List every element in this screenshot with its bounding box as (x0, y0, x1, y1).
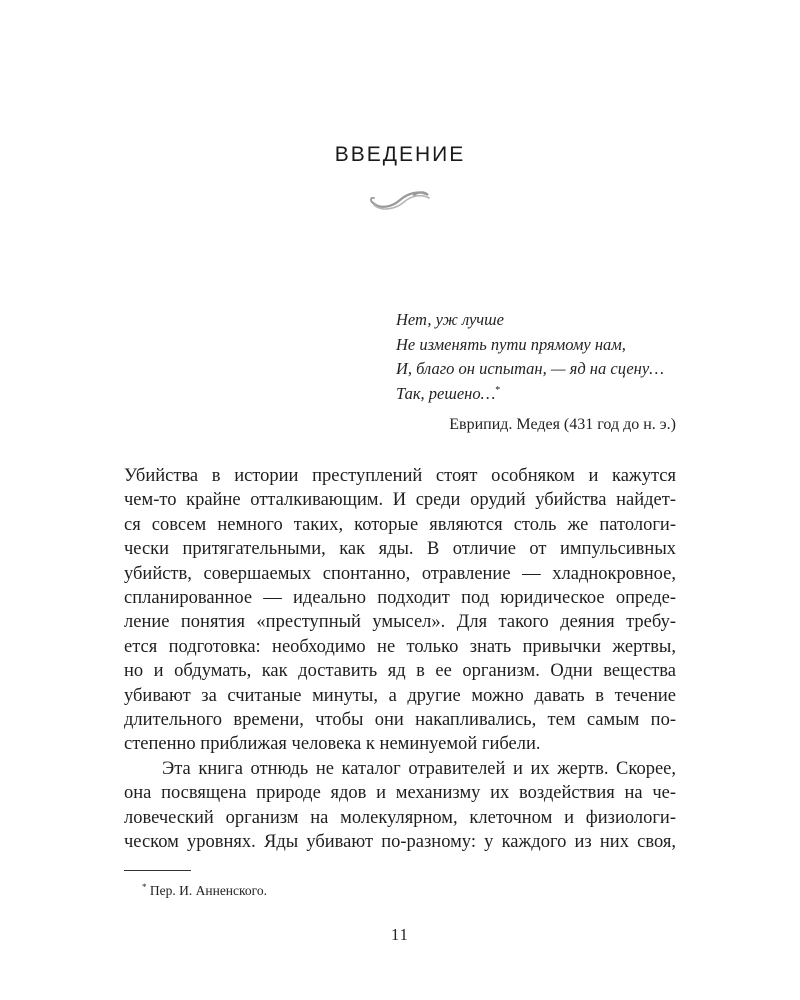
body-line: ся совсем немного таких, которые являются столь же патологи- (124, 514, 676, 535)
footnote-marker: * (142, 882, 147, 892)
body-line: она посвящена природе ядов и механизму их воздействия на че- (124, 783, 676, 804)
epigraph-attribution: Еврипид. Медея (431 год до н. э.) (449, 416, 676, 433)
body-line: чем-то крайне отталкивающим. И среди орудий убийства найдет- (124, 490, 676, 511)
body-line: ется подготовка: необходимо не только знать привычки жертвы, (124, 636, 676, 657)
body-line: убивают за считаные минуты, а другие можно давать в течение (124, 685, 676, 706)
body-line: степенно приближая человека к неминуемой гибели. (124, 734, 541, 755)
body-line: убийств, совершаемых спонтанно, отравление — хладнокровное, (124, 563, 676, 584)
body-line: Эта книга отнюдь не каталог отравителей и их жертв. Скорее, (124, 758, 676, 779)
epigraph (396, 308, 664, 406)
body-line: ловеческий организм на молекулярном, клеточном и физиологи- (124, 807, 676, 828)
footnote-divider (124, 870, 191, 871)
body-line: ческом уровнях. Яды убивают по-разному: у каждого из них своя, (124, 832, 676, 853)
body-line: но и обдумать, как доставить яд в ее организм. Одни вещества (124, 661, 676, 682)
swash-ornament-icon (368, 185, 432, 211)
epigraph-line: Нет, уж лучше (396, 310, 504, 329)
epigraph-line: Так, решено…* (396, 383, 501, 403)
body-line: Убийства в истории преступлений стоят особняком и кажутся (124, 466, 676, 486)
footnote-marker[interactable]: * (495, 384, 501, 396)
body-text (124, 464, 676, 855)
body-line: длительного времени, чтобы они накапливались, тем самым по- (124, 710, 676, 731)
epigraph-line: И, благо он испытан, — яд на сцену… (396, 359, 664, 378)
epigraph-line: Не изменять пути прямому нам, (396, 334, 626, 354)
body-line: чески притягательными, как яды. В отличие от импульсивных (124, 539, 676, 560)
footnote-text: Пер. И. Анненского. (149, 883, 267, 898)
page-number: 11 (391, 925, 409, 944)
chapter-title: ВВЕДЕНИЕ (334, 143, 466, 166)
footnote (142, 883, 267, 899)
body-line: спланированное — идеально подходит под юридическое опреде- (124, 588, 676, 609)
body-line: ление понятия «преступный умысел». Для такого деяния требу- (124, 612, 676, 633)
